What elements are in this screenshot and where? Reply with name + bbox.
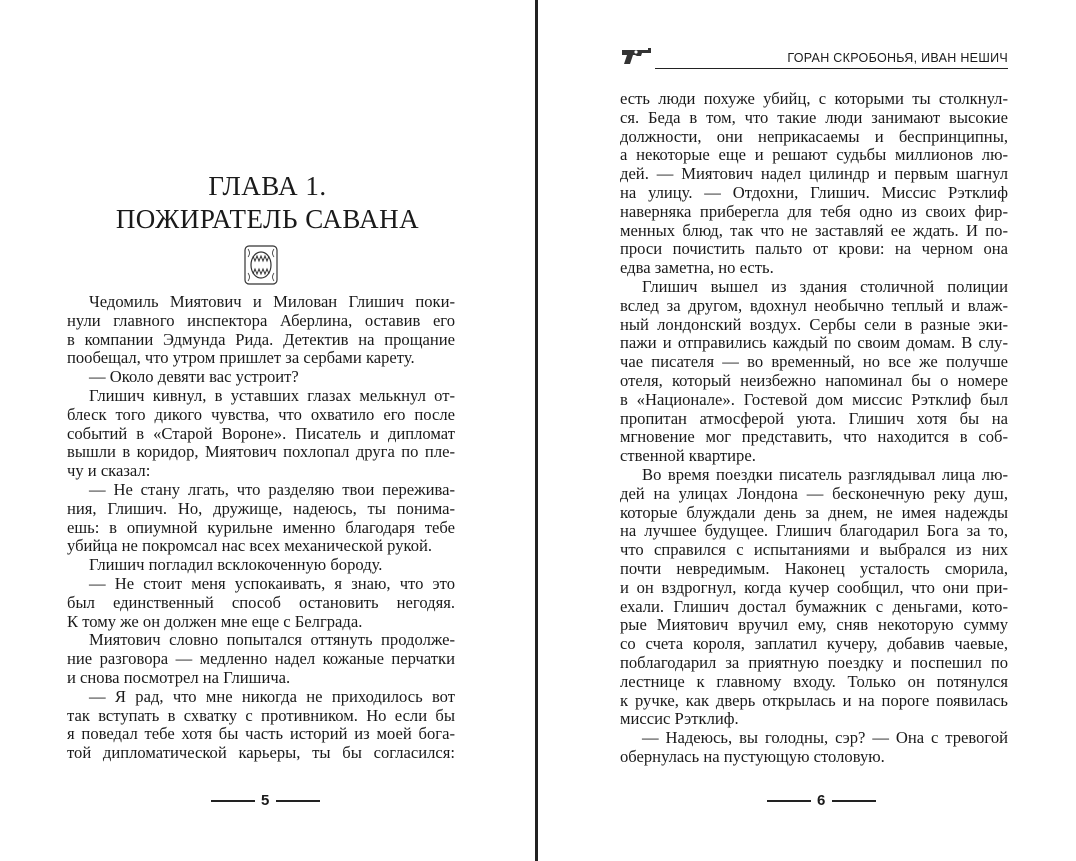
text-line: Чедомиль Миятович и Милован Глишич поки- <box>89 292 455 311</box>
text-line: пообещал, что утром пришлет за сербами карету. <box>67 348 415 368</box>
text-line: обернулась на пустующую столовую. <box>620 746 885 766</box>
text-line: что справился с испытаниями и выбрался из них <box>620 540 1008 560</box>
text-line: ехали. Глишич достал бумажник с деньгами, кото- <box>620 596 1008 616</box>
text-line: менных блюд, так что не заставляй ее ждать. И по- <box>620 220 1008 240</box>
text-line: ние разговора — медленно надел кожаные перчатки <box>67 649 455 669</box>
page-number: 5 <box>261 792 271 809</box>
text-line: блеск того дикого чувства, что охватило его после <box>67 404 455 424</box>
text-line: Во время поездки писатель разглядывал лица лю- <box>642 464 1008 484</box>
page-number-right <box>761 792 882 809</box>
page-number-left <box>205 792 326 809</box>
text-line: чу и сказал: <box>67 461 151 481</box>
page-number: 6 <box>817 792 827 809</box>
chapter-title-line-2: ПОЖИРАТЕЛЬ САВАНА <box>115 204 420 234</box>
text-line: миссис Рэтклиф. <box>620 709 739 729</box>
text-line: в «Национале». Гостевой дом миссис Рэтклиф был <box>620 389 1008 409</box>
text-line: был единственный способ остановить негодяя. <box>67 592 455 612</box>
text-line: — Надеюсь, вы голодны, сэр? — Она с тревогой <box>642 728 1008 748</box>
folio-dash <box>832 800 876 802</box>
text-line: наверняка приберегла для тебя одно из своих фир- <box>620 201 1008 221</box>
text-line: событий в «Старой Вороне». Писатель и дипломат <box>67 423 455 443</box>
folio-dash <box>211 800 255 802</box>
chapter-title <box>0 170 535 236</box>
text-line: едва заметна, но есть. <box>620 258 774 278</box>
text-line: на лучшее будущее. Глишич благодарил Бога за то, <box>620 521 1008 541</box>
running-head: ГОРАН СКРОБОНЬЯ, ИВАН НЕШИЧ <box>787 51 1008 65</box>
text-line: так вступать в схватку с противником. Но если бы <box>67 705 455 725</box>
text-line: той дипломатической карьеры, ты бы согласился: <box>67 743 455 763</box>
text-line: — Не стану лгать, что разделяю твои пережива- <box>89 479 455 499</box>
text-line: проси почистить пальто от крови: на черном она <box>620 239 1008 259</box>
text-line: нули главного инспектора Аберлина, оставив его <box>67 310 455 330</box>
text-line: — Я рад, что мне никогда не приходилось вот <box>89 686 455 706</box>
text-line: и снова посмотрел на Глишича. <box>67 667 291 687</box>
text-line: которые блуждали день за днем, не имея надежды <box>620 502 1008 522</box>
text-line: К тому же он должен мне еще с Белграда. <box>67 611 363 631</box>
text-line: отеля, который неизбежно напоминал бы о номере <box>620 370 1008 390</box>
text-line: а некоторые еще и решают судьбы миллионов лю- <box>620 145 1008 165</box>
text-line: чае писателя — во временный, но все же получше <box>620 352 1008 372</box>
book-spine <box>535 0 538 861</box>
text-line: Глишич кивнул, в уставших глазах мелькнул от- <box>89 385 455 405</box>
text-line: вслед за другом, вдохнул необычно теплый и влаж- <box>620 295 1008 315</box>
right-page-text <box>620 90 1008 767</box>
text-line: мгновение мог представить, что находится в соб- <box>620 427 1008 447</box>
text-line: почти невредимым. Наконец усталость сморила, <box>620 558 1008 578</box>
text-line: ственной квартире. <box>620 446 756 466</box>
text-line: — Около девяти вас устроит? <box>89 367 299 387</box>
bared-teeth-ornament-icon <box>243 243 279 287</box>
folio-dash <box>276 800 320 802</box>
left-page <box>0 0 535 861</box>
text-line: должности, они неприкасаемы и беспринципны, <box>620 126 1008 146</box>
text-line: со счета короля, заплатил кучеру, добавив чаевые, <box>620 634 1008 654</box>
text-line: Глишич вышел из здания столичной полиции <box>642 276 1008 296</box>
text-line: поблагодарил за приятную поездку и поспешил по <box>620 652 1008 672</box>
text-line: Миятович словно попытался оттянуть продолже- <box>89 630 455 650</box>
text-line: вышли в коридор, Миятович похлопал друга по пле- <box>67 442 455 462</box>
folio-dash <box>767 800 811 802</box>
text-line: — Не стоит меня успокаивать, я знаю, что это <box>89 573 455 593</box>
text-line: ся. Беда в том, что такие люди занимают высокие <box>620 107 1008 127</box>
text-line: есть люди похуже убийц, с которыми ты столкнул- <box>620 89 1008 108</box>
revolver-icon <box>620 46 654 66</box>
text-line: и он вздрогнул, когда кучер сообщил, что они при- <box>620 577 1008 597</box>
left-page-text <box>67 293 455 763</box>
chapter-title-line-1: ГЛАВА 1. <box>208 171 327 201</box>
text-line: ный лондонский воздух. Сербы сели в разные эки- <box>620 314 1008 334</box>
text-line: рые Миятович вручил ему, сняв некоторую сумму <box>620 615 1008 635</box>
text-line: на улицу. — Отдохни, Глишич. Миссис Рэтклиф <box>620 182 1008 202</box>
text-line: ешь: в опиумной курильне именно благодаря тебе <box>67 517 455 537</box>
text-line: убийца не покромсал нас всех механической рукой. <box>67 536 433 556</box>
running-head-rule <box>655 68 1008 69</box>
text-line: пропитан атмосферой уюта. Глишич хотя бы на <box>620 408 1008 428</box>
text-line: ния, Глишич. Но, дружище, надеюсь, ты понима- <box>67 498 455 518</box>
text-line: я поведал тебе хотя бы часть историй из моей бога- <box>67 724 455 744</box>
text-line: дей на улицах Лондона — бесконечную реку душ, <box>620 483 1008 503</box>
text-line: лестнице к главному входу. Только он потянулся <box>620 671 1008 691</box>
text-line: пажи и отправились каждый по своим домам. В слу- <box>620 333 1008 353</box>
text-line: к ручке, как дверь открылась и на пороге появилась <box>620 690 1008 710</box>
text-line: Глишич погладил всклокоченную бороду. <box>89 555 383 575</box>
text-line: в компании Эдмунда Рида. Детектив на прощание <box>67 329 455 349</box>
text-line: дей. — Миятович надел цилиндр и первым шагнул <box>620 164 1008 184</box>
